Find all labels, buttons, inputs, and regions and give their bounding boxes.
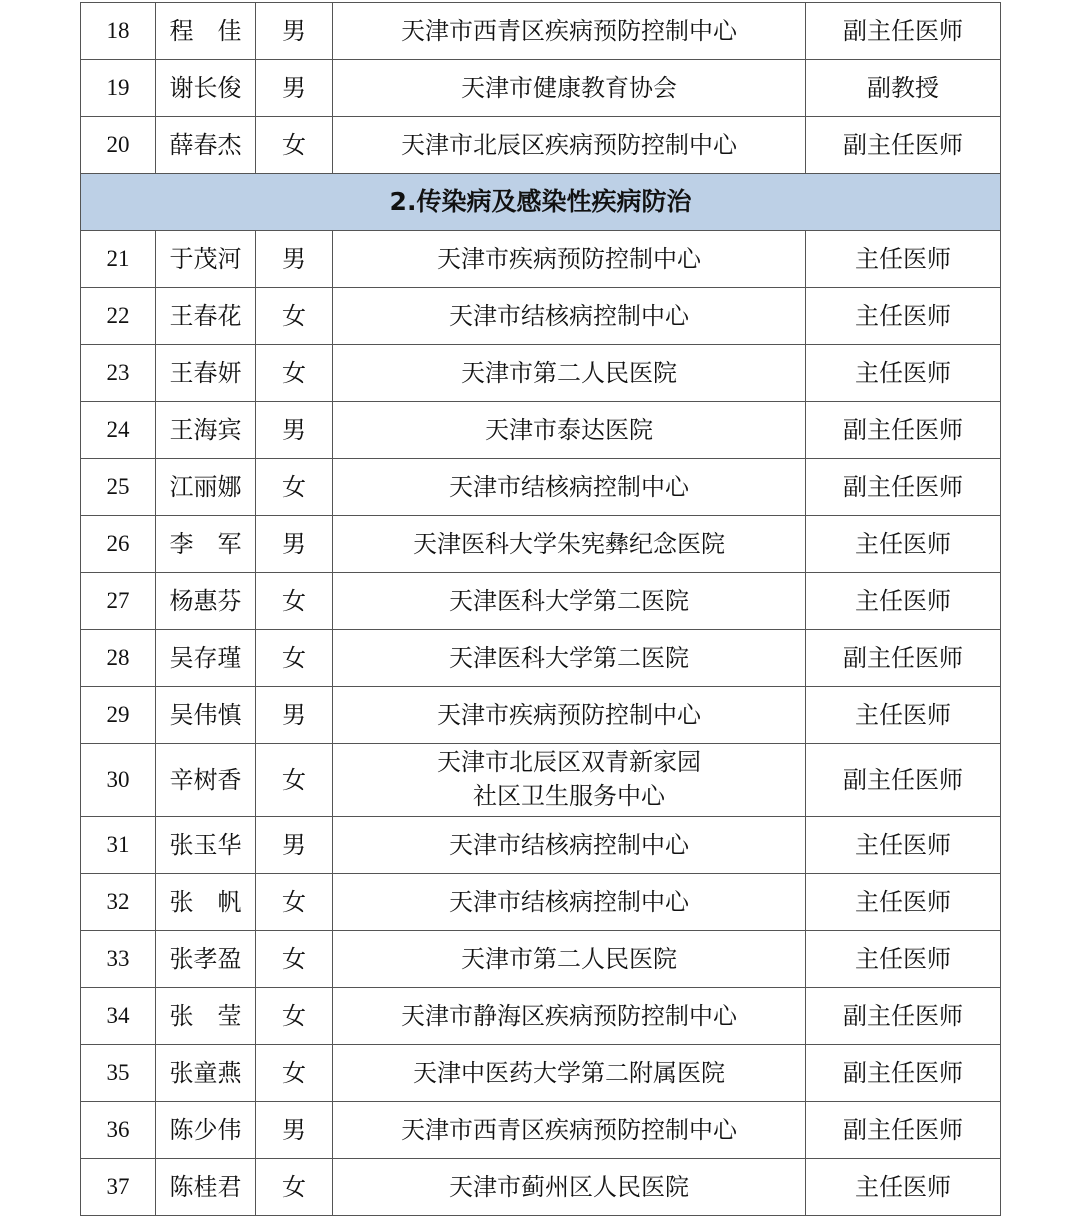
table-row: [81, 231, 1001, 288]
row-number: 32: [81, 874, 156, 931]
person-name: 于茂河: [156, 231, 256, 288]
job-title: 副主任医师: [806, 117, 1001, 174]
organization: 天津市健康教育协会: [333, 60, 806, 117]
row-number: 28: [81, 630, 156, 687]
gender: 女: [256, 630, 333, 687]
row-number: 34: [81, 988, 156, 1045]
gender: 男: [256, 3, 333, 60]
organization: 天津市泰达医院: [333, 402, 806, 459]
job-title: 主任医师: [806, 288, 1001, 345]
job-title: 副主任医师: [806, 3, 1001, 60]
row-number: 21: [81, 231, 156, 288]
person-name: 李 军: [156, 516, 256, 573]
person-name: 张 帆: [156, 874, 256, 931]
row-number: 24: [81, 402, 156, 459]
organization: 天津市第二人民医院: [333, 931, 806, 988]
section-header-row: [81, 174, 1001, 231]
job-title: 主任医师: [806, 573, 1001, 630]
gender: 男: [256, 817, 333, 874]
row-number: 20: [81, 117, 156, 174]
organization: 天津市静海区疾病预防控制中心: [333, 988, 806, 1045]
section-title: 2.传染病及感染性疾病防治: [81, 174, 1001, 231]
row-number: 23: [81, 345, 156, 402]
row-number: 35: [81, 1045, 156, 1102]
job-title: 副主任医师: [806, 1102, 1001, 1159]
person-name: 王海宾: [156, 402, 256, 459]
job-title: 主任医师: [806, 1159, 1001, 1216]
organization: 天津市西青区疾病预防控制中心: [333, 1102, 806, 1159]
organization: 天津市结核病控制中心: [333, 817, 806, 874]
row-number: 27: [81, 573, 156, 630]
job-title: 主任医师: [806, 817, 1001, 874]
gender: 女: [256, 744, 333, 817]
person-name: 吴存瑾: [156, 630, 256, 687]
table-row: [81, 1102, 1001, 1159]
table-row: [81, 744, 1001, 817]
table-row: [81, 3, 1001, 60]
table-row: [81, 60, 1001, 117]
row-number: 19: [81, 60, 156, 117]
job-title: 主任医师: [806, 687, 1001, 744]
person-name: 薛春杰: [156, 117, 256, 174]
table-row: [81, 817, 1001, 874]
organization: 天津中医药大学第二附属医院: [333, 1045, 806, 1102]
row-number: 33: [81, 931, 156, 988]
table-row: [81, 573, 1001, 630]
organization: 天津市西青区疾病预防控制中心: [333, 3, 806, 60]
table-row: [81, 874, 1001, 931]
organization: 天津医科大学朱宪彝纪念医院: [333, 516, 806, 573]
table-row: [81, 516, 1001, 573]
gender: 男: [256, 60, 333, 117]
gender: 女: [256, 1045, 333, 1102]
person-name: 江丽娜: [156, 459, 256, 516]
person-name: 辛树香: [156, 744, 256, 817]
gender: 男: [256, 687, 333, 744]
gender: 女: [256, 288, 333, 345]
person-name: 王春妍: [156, 345, 256, 402]
organization: 天津市蓟州区人民医院: [333, 1159, 806, 1216]
person-name: 张 莹: [156, 988, 256, 1045]
table-row: [81, 288, 1001, 345]
table-row: [81, 1045, 1001, 1102]
job-title: 副主任医师: [806, 630, 1001, 687]
organization: 天津市第二人民医院: [333, 345, 806, 402]
job-title: 副主任医师: [806, 459, 1001, 516]
row-number: 25: [81, 459, 156, 516]
row-number: 18: [81, 3, 156, 60]
row-number: 29: [81, 687, 156, 744]
organization: 天津市结核病控制中心: [333, 459, 806, 516]
job-title: 主任医师: [806, 931, 1001, 988]
job-title: 主任医师: [806, 345, 1001, 402]
organization-line: 社区卫生服务中心: [473, 782, 665, 810]
gender: 女: [256, 931, 333, 988]
person-name: 张童燕: [156, 1045, 256, 1102]
organization-line: 天津市北辰区双青新家园: [437, 748, 701, 777]
job-title: 副主任医师: [806, 402, 1001, 459]
job-title: 主任医师: [806, 516, 1001, 573]
gender: 男: [256, 402, 333, 459]
person-name: 陈桂君: [156, 1159, 256, 1216]
organization: 天津市结核病控制中心: [333, 874, 806, 931]
person-name: 张玉华: [156, 817, 256, 874]
table-row: [81, 1159, 1001, 1216]
row-number: 37: [81, 1159, 156, 1216]
job-title: 主任医师: [806, 874, 1001, 931]
gender: 女: [256, 573, 333, 630]
row-number: 31: [81, 817, 156, 874]
organization: 天津市北辰区疾病预防控制中心: [333, 117, 806, 174]
organization: [333, 744, 806, 817]
job-title: 副教授: [806, 60, 1001, 117]
person-name: 张孝盈: [156, 931, 256, 988]
table-row: [81, 345, 1001, 402]
job-title: 副主任医师: [806, 744, 1001, 817]
job-title: 副主任医师: [806, 1045, 1001, 1102]
row-number: 26: [81, 516, 156, 573]
table-row: [81, 117, 1001, 174]
gender: 男: [256, 516, 333, 573]
gender: 女: [256, 117, 333, 174]
table-row: [81, 630, 1001, 687]
organization: 天津市疾病预防控制中心: [333, 687, 806, 744]
person-name: 吴伟慎: [156, 687, 256, 744]
organization: 天津市结核病控制中心: [333, 288, 806, 345]
organization: 天津医科大学第二医院: [333, 573, 806, 630]
person-name: 程 佳: [156, 3, 256, 60]
row-number: 36: [81, 1102, 156, 1159]
row-number: 22: [81, 288, 156, 345]
person-name: 杨惠芬: [156, 573, 256, 630]
organization: 天津市疾病预防控制中心: [333, 231, 806, 288]
table-row: [81, 687, 1001, 744]
gender: 女: [256, 874, 333, 931]
table-row: [81, 931, 1001, 988]
table-row: [81, 988, 1001, 1045]
gender: 女: [256, 345, 333, 402]
person-name: 谢长俊: [156, 60, 256, 117]
job-title: 副主任医师: [806, 988, 1001, 1045]
gender: 男: [256, 1102, 333, 1159]
expert-table: [80, 2, 1001, 1216]
job-title: 主任医师: [806, 231, 1001, 288]
gender: 男: [256, 231, 333, 288]
table-row: [81, 459, 1001, 516]
gender: 女: [256, 1159, 333, 1216]
gender: 女: [256, 459, 333, 516]
row-number: 30: [81, 744, 156, 817]
organization: 天津医科大学第二医院: [333, 630, 806, 687]
person-name: 王春花: [156, 288, 256, 345]
gender: 女: [256, 988, 333, 1045]
person-name: 陈少伟: [156, 1102, 256, 1159]
table-row: [81, 402, 1001, 459]
